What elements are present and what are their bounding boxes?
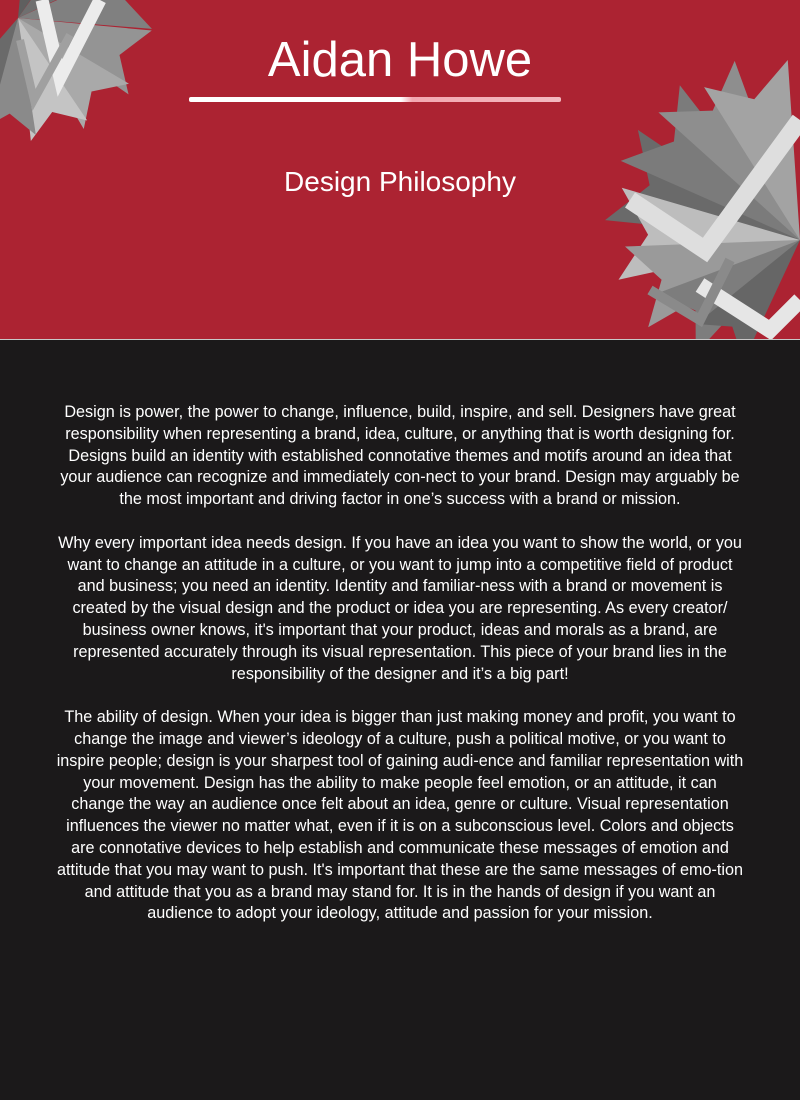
page-title: Aidan Howe: [267, 33, 533, 87]
body-text: [56, 402, 744, 947]
page-subtitle: Design Philosophy: [284, 166, 516, 197]
title-divider: [189, 97, 561, 102]
header-banner: [0, 0, 800, 340]
paragraph-1: Design is power, the power to change, influence, build, inspire, and sell. Designers have great responsibility when representing a brand, idea, culture, or anything that is worth designing for. Designs build an identity with established connotative themes and motifs around an idea that your audience can recognize and immediately con-nect to your brand. Design may arguably be the most important and driving factor in one’s success with a brand or mission.: [60, 403, 740, 509]
paragraph-2: Why every important idea needs design. If you have an idea you want to show the world, or you want to change an attitude in a culture, or you want to jump into a competitive field of product and business; you need an identity. Identity and familiar-ness with a brand or movement is created by the visual design and the product or idea you are representing. As every creator/ business owner knows, it's important that your product, ideas and morals as a brand, are represented accurately through its visual representation. This piece of your brand lies in the responsibility of the designer and it’s a big part!: [58, 533, 742, 683]
paragraph-3: The ability of design. When your idea is bigger than just making money and profit, you want to change the image and viewer’s ideology of a culture, push a political motive, or you want to inspire people; design is your sharpest tool of gaining audi-ence and familiar representation with your movement. Design has the ability to make people feel emotion, or an attitude, it can change the way an audience once felt about an idea, genre or culture. Visual representation influences the viewer no matter what, even if it is on a subconscious level. Colors and objects are connotative devices to help establish and communicate these messages of emotion and attitude that you may want to push. It's important that these are the same messages of emo-tion and attitude that you as a brand may stand for. It is in the hands of design if you want an audience to adopt your ideology, attitude and passion for your mission.: [56, 708, 744, 923]
